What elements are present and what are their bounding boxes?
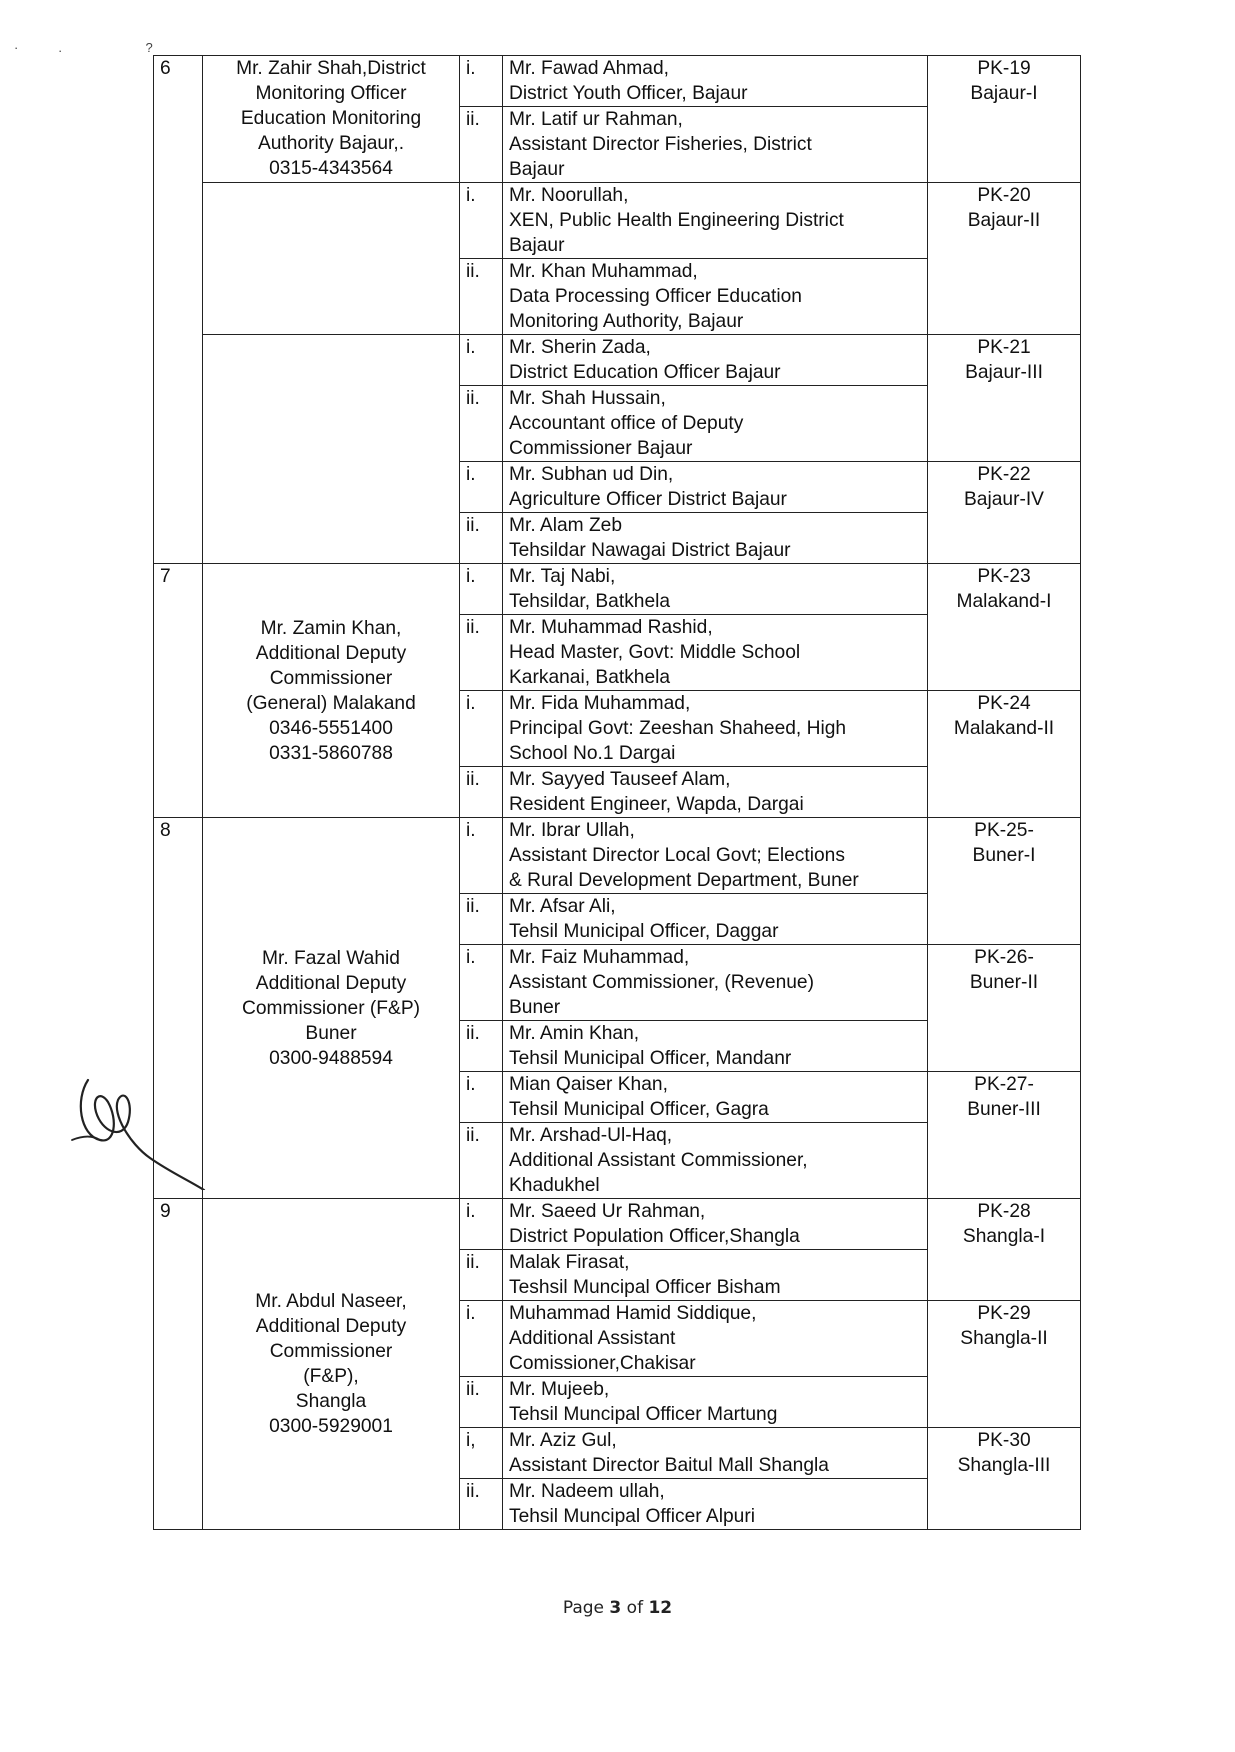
returning-officer-line: Authority Bajaur,.	[257, 133, 405, 154]
officer-index: i.	[460, 1072, 503, 1123]
assistant-officer-line: Mr. Arshad-Ul-Haq,	[509, 1125, 673, 1146]
constituency-name: PK-28	[977, 1201, 1031, 1222]
constituency-cell	[928, 818, 1081, 945]
assistant-officer-line: Mr. Ibrar Ullah,	[509, 820, 635, 841]
assistant-officer-line: Agriculture Officer District Bajaur	[509, 489, 787, 510]
assistant-officer-cell	[503, 1123, 928, 1199]
constituency-name: PK-25-	[974, 820, 1034, 841]
officer-index: i.	[460, 462, 503, 513]
assistant-officer-line: Khadukhel	[509, 1175, 600, 1196]
assistant-officer-cell	[503, 1072, 928, 1123]
assistant-officer-line: Mian Qaiser Khan,	[509, 1074, 668, 1095]
footer-current-page: 3	[609, 1598, 622, 1618]
serial-number: 8	[154, 818, 203, 1199]
officer-index: ii.	[460, 767, 503, 818]
assistant-officer-line: Additional Assistant Commissioner,	[509, 1150, 808, 1171]
returning-officer-line: 0300-5929001	[269, 1416, 393, 1437]
officer-index: ii.	[460, 1479, 503, 1530]
assistant-officer-line: Bajaur	[509, 159, 565, 180]
assistant-officer-line: Principal Govt: Zeeshan Shaheed, High	[509, 718, 847, 739]
assistant-officer-line: Mr. Noorullah,	[509, 185, 629, 206]
assistant-officer-line: Mr. Shah Hussain,	[509, 388, 666, 409]
corner-marks: ·. ?	[14, 40, 193, 55]
returning-officer-line: 0300-9488594	[269, 1047, 393, 1069]
assistant-officer-line: Tehsildar Nawagai District Bajaur	[509, 540, 791, 561]
assistant-officer-line: Mr. Amin Khan,	[509, 1023, 640, 1044]
constituency-cell	[928, 1428, 1081, 1530]
assistant-officer-line: Head Master, Govt: Middle School	[509, 642, 801, 663]
constituency-name: Shangla-I	[962, 1226, 1046, 1247]
constituency-name: PK-30	[977, 1430, 1031, 1451]
officer-index: ii.	[460, 386, 503, 462]
returning-officer-cell	[203, 1199, 460, 1530]
assistant-officer-line: Tehsildar, Batkhela	[509, 591, 671, 612]
assistant-officer-line: & Rural Development Department, Buner	[509, 870, 859, 891]
constituency-name: Bajaur-IV	[964, 489, 1044, 510]
assistant-officer-cell	[503, 183, 928, 259]
assistant-officer-line: Tehsil Municipal Officer, Daggar	[509, 921, 779, 942]
table-row	[154, 183, 1081, 259]
assistant-officer-line: School No.1 Dargai	[509, 743, 676, 764]
assistant-officer-line: Data Processing Officer Education	[509, 286, 802, 307]
assistant-officer-cell	[503, 564, 928, 615]
assistant-officer-line: Mr. Muhammad Rashid,	[509, 617, 713, 638]
assistant-officer-line: Mr. Khan Muhammad,	[509, 261, 698, 282]
constituency-name: Shangla-II	[960, 1328, 1048, 1349]
returning-officer-line: Mr. Fazal Wahid	[262, 947, 400, 969]
officer-index: i.	[460, 818, 503, 894]
assistant-officer-cell	[503, 691, 928, 767]
assistant-officer-line: Assistant Director Fisheries, District	[509, 134, 812, 155]
assistant-officer-line: District Youth Officer, Bajaur	[509, 83, 748, 104]
returning-officer-line: Additional Deputy	[255, 972, 407, 994]
assistant-officer-line: Muhammad Hamid Siddique,	[509, 1303, 757, 1324]
assistant-officer-cell	[503, 513, 928, 564]
assistant-officer-cell	[503, 386, 928, 462]
returning-officer-cell	[203, 818, 460, 1199]
assistant-officer-line: Mr. Aziz Gul,	[509, 1430, 617, 1451]
constituency-cell	[928, 1301, 1081, 1428]
constituency-name: Bajaur-II	[967, 210, 1041, 231]
assistant-officer-cell	[503, 1021, 928, 1072]
returning-officer-line: Additional Deputy	[255, 1316, 407, 1337]
officer-index: i.	[460, 335, 503, 386]
constituency-name: Malakand-I	[956, 591, 1052, 612]
returning-officer-line: Buner	[305, 1022, 357, 1044]
constituency-name: Buner-II	[969, 972, 1039, 993]
officer-index: ii.	[460, 1123, 503, 1199]
assistant-officer-cell	[503, 894, 928, 945]
assistant-officer-line: Mr. Latif ur Rahman,	[509, 109, 683, 130]
assistant-officer-line: Tehsil Municipal Officer, Gagra	[509, 1099, 769, 1120]
returning-officer-line: Commissioner (F&P)	[241, 997, 421, 1019]
assistant-officer-line: Comissioner,Chakisar	[509, 1353, 696, 1374]
assistant-officer-line: Mr. Nadeem ullah,	[509, 1481, 665, 1502]
assistant-officer-line: Monitoring Authority, Bajaur	[509, 311, 744, 332]
assistant-officer-line: District Education Officer Bajaur	[509, 362, 781, 383]
constituency-name: PK-20	[977, 185, 1031, 206]
assistant-officer-line: Bajaur	[509, 235, 565, 256]
returning-officer-line: Monitoring Officer	[255, 83, 407, 104]
constituency-cell	[928, 945, 1081, 1072]
constituency-name: Buner-I	[972, 845, 1036, 866]
constituency-cell	[928, 56, 1081, 183]
assistant-officer-cell	[503, 1479, 928, 1530]
returning-officer-line: Additional Deputy	[255, 642, 407, 664]
constituency-cell	[928, 564, 1081, 691]
returning-officer-line: (F&P),	[303, 1366, 359, 1387]
assistant-officer-cell	[503, 945, 928, 1021]
assistant-officer-line: Mr. Faiz Muhammad,	[509, 947, 690, 968]
serial-number: 7	[154, 564, 203, 818]
returning-officer-line: Mr. Abdul Naseer,	[255, 1291, 407, 1312]
constituency-cell	[928, 1199, 1081, 1301]
officer-index: i.	[460, 945, 503, 1021]
page-footer	[0, 1598, 1235, 1618]
constituency-name: PK-19	[977, 58, 1031, 79]
returning-officer-line: 0331-5860788	[269, 742, 393, 764]
constituency-name: Bajaur-I	[970, 83, 1038, 104]
assistant-officer-line: Tehsil Municipal Officer, Mandanr	[509, 1048, 792, 1069]
footer-middle: of	[621, 1598, 649, 1618]
constituency-name: Malakand-II	[953, 718, 1055, 739]
officers-table-body	[154, 56, 1081, 1530]
footer-prefix: Page	[562, 1598, 610, 1618]
assistant-officer-cell	[503, 259, 928, 335]
officer-index: i.	[460, 564, 503, 615]
empty-officer-cell	[203, 335, 460, 564]
constituency-cell	[928, 691, 1081, 818]
assistant-officer-cell	[503, 818, 928, 894]
assistant-officer-line: Mr. Mujeeb,	[509, 1379, 610, 1400]
assistant-officer-line: Commissioner Bajaur	[509, 438, 693, 459]
assistant-officer-line: Mr. Afsar Ali,	[509, 896, 616, 917]
assistant-officer-line: Mr. Subhan ud Din,	[509, 464, 674, 485]
assistant-officer-line: XEN, Public Health Engineering District	[509, 210, 844, 231]
assistant-officer-cell	[503, 56, 928, 107]
assistant-officer-line: Buner	[509, 997, 561, 1018]
assistant-officer-cell	[503, 1199, 928, 1250]
assistant-officer-cell	[503, 1301, 928, 1377]
returning-officer-cell	[203, 564, 460, 818]
officer-index: ii.	[460, 107, 503, 183]
constituency-cell	[928, 335, 1081, 462]
officer-index: i.	[460, 1301, 503, 1377]
table-row	[154, 564, 1081, 615]
returning-officer-line: Commissioner	[269, 1341, 393, 1362]
officer-index: ii.	[460, 259, 503, 335]
assistant-officer-line: Mr. Sherin Zada,	[509, 337, 651, 358]
returning-officer-line: Shangla	[295, 1391, 367, 1412]
constituency-name: PK-22	[977, 464, 1031, 485]
table-row	[154, 335, 1081, 386]
handwritten-signature	[70, 1040, 210, 1190]
assistant-officer-cell	[503, 1250, 928, 1301]
constituency-name: PK-26-	[974, 947, 1034, 968]
constituency-cell	[928, 1072, 1081, 1199]
officer-index: i,	[460, 1428, 503, 1479]
assistant-officer-line: Mr. Sayyed Tauseef Alam,	[509, 769, 731, 790]
officer-index: ii.	[460, 1021, 503, 1072]
constituency-name: Shangla-III	[957, 1455, 1051, 1476]
assistant-officer-line: Mr. Saeed Ur Rahman,	[509, 1201, 706, 1222]
returning-officer-cell	[203, 56, 460, 183]
returning-officer-line: 0346-5551400	[269, 717, 393, 739]
constituency-name: PK-27-	[974, 1074, 1034, 1095]
officer-index: i.	[460, 691, 503, 767]
assistant-officer-cell	[503, 1377, 928, 1428]
officer-index: i.	[460, 1199, 503, 1250]
assistant-officer-line: Tehsil Muncipal Officer Alpuri	[509, 1506, 755, 1527]
assistant-officer-line: Tehsil Muncipal Officer Martung	[509, 1404, 778, 1425]
constituency-name: Buner-III	[967, 1099, 1041, 1120]
officer-index: ii.	[460, 513, 503, 564]
assistant-officer-line: Assistant Director Local Govt; Elections	[509, 845, 845, 866]
table-row	[154, 1199, 1081, 1250]
officer-index: ii.	[460, 615, 503, 691]
assistant-officer-line: Accountant office of Deputy	[509, 413, 744, 434]
constituency-cell	[928, 462, 1081, 564]
officer-index: i.	[460, 56, 503, 107]
empty-officer-cell	[203, 183, 460, 335]
serial-number: 6	[154, 56, 203, 564]
serial-number: 9	[154, 1199, 203, 1530]
returning-officer-line: Commissioner	[269, 667, 393, 689]
returning-officer-line: (General) Malakand	[246, 692, 416, 714]
assistant-officer-line: Mr. Fida Muhammad,	[509, 693, 691, 714]
constituency-cell	[928, 183, 1081, 335]
officer-index: ii.	[460, 1377, 503, 1428]
returning-officer-line: Mr. Zahir Shah,District	[236, 58, 426, 79]
constituency-name: PK-21	[977, 337, 1031, 358]
assistant-officer-line: Malak Firasat,	[509, 1252, 630, 1273]
assistant-officer-line: Karkanai, Batkhela	[509, 667, 671, 688]
assistant-officer-line: Mr. Alam Zeb	[509, 515, 623, 536]
constituency-name: PK-23	[977, 566, 1031, 587]
assistant-officer-line: Mr. Fawad Ahmad,	[509, 58, 669, 79]
assistant-officer-line: Additional Assistant	[509, 1328, 676, 1349]
assistant-officer-line: Assistant Director Baitul Mall Shangla	[509, 1455, 829, 1476]
assistant-officer-cell	[503, 767, 928, 818]
returning-officer-line: 0315-4343564	[269, 158, 393, 179]
assistant-officer-line: District Population Officer,Shangla	[509, 1226, 800, 1247]
assistant-officer-cell	[503, 335, 928, 386]
officer-index: i.	[460, 183, 503, 259]
constituency-name: PK-24	[977, 693, 1031, 714]
footer-total-pages: 12	[648, 1598, 673, 1618]
officer-index: ii.	[460, 1250, 503, 1301]
constituency-name: Bajaur-III	[965, 362, 1043, 383]
assistant-officer-line: Resident Engineer, Wapda, Dargai	[509, 794, 804, 815]
constituency-name: PK-29	[977, 1303, 1031, 1324]
assistant-officer-line: Assistant Commissioner, (Revenue)	[509, 972, 814, 993]
officers-table	[153, 55, 1081, 1530]
table-row	[154, 56, 1081, 107]
assistant-officer-cell	[503, 107, 928, 183]
assistant-officer-line: Mr. Taj Nabi,	[509, 566, 616, 587]
returning-officer-line: Mr. Zamin Khan,	[260, 617, 402, 639]
assistant-officer-cell	[503, 1428, 928, 1479]
assistant-officer-line: Teshsil Muncipal Officer Bisham	[509, 1277, 781, 1298]
table-row	[154, 818, 1081, 894]
assistant-officer-cell	[503, 615, 928, 691]
assistant-officer-cell	[503, 462, 928, 513]
returning-officer-line: Education Monitoring	[240, 108, 422, 129]
officer-index: ii.	[460, 894, 503, 945]
